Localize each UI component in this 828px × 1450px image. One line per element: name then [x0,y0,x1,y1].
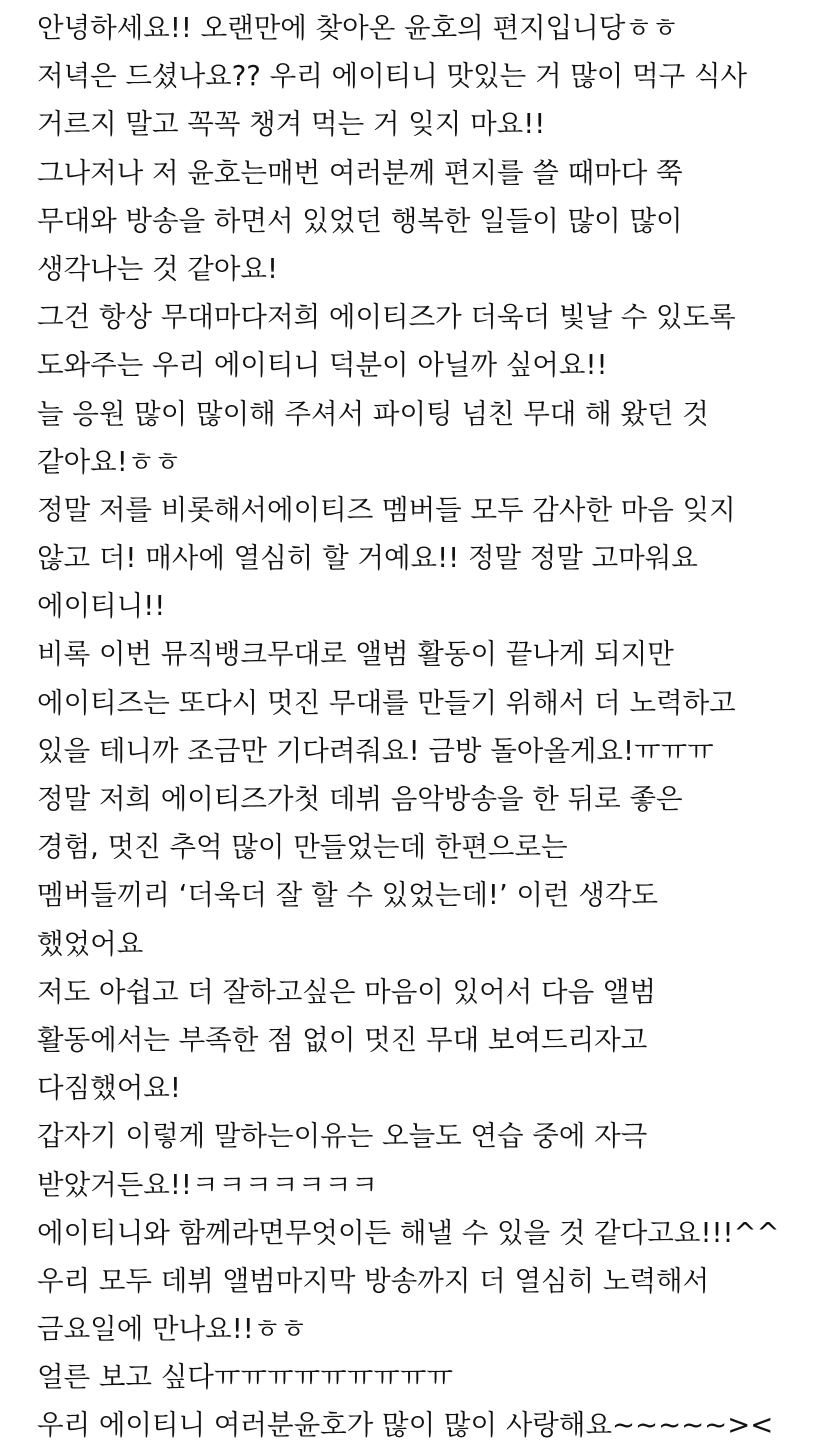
letter-line: 그나저나 저 윤호는매번 여러분께 편지를 쓸 때마다 쭉 [37,156,683,189]
letter-line: 않고 더! 매사에 열심히 할 거예요!! 정말 정말 고마워요 [37,542,698,575]
letter-line: 에이티니와 함께라면무엇이든 해낼 수 있을 것 같다고요!!!^^ [37,1216,780,1249]
letter-line: 생각나는 것 같아요! [37,252,279,285]
letter-line: 그건 항상 무대마다저희 에이티즈가 더욱더 빛날 수 있도록 [37,301,736,334]
letter-line: 멤버들끼리 ‘더욱더 잘 할 수 있었는데!’ 이런 생각도 [37,879,658,912]
letter-line: 우리 에이티니 여러분윤호가 많이 많이 사랑해요~~~~~>< [37,1409,774,1442]
letter-line: 정말 저를 비롯해서에이티즈 멤버들 모두 감사한 마음 잊지 [37,493,736,526]
letter-line: 활동에서는 부족한 점 없이 멋진 무대 보여드리자고 [37,1023,648,1056]
letter-line: 했었어요 [37,927,144,960]
letter-line: 갑자기 이렇게 말하는이유는 오늘도 연습 중에 자극 [37,1120,648,1153]
letter-line: 늘 응원 많이 많이해 주셔서 파이팅 넘친 무대 해 왔던 것 [37,397,709,430]
letter-line: 정말 저희 에이티즈가첫 데뷔 음악방송을 한 뒤로 좋은 [37,783,683,815]
letter-line: 같아요!ㅎㅎ [37,445,181,478]
letter-line: 다짐했어요! [37,1072,181,1105]
letter-line: 비록 이번 뮤직뱅크무대로 앨범 활동이 끝나게 되지만 [37,638,674,671]
letter-line: 금요일에 만나요!!ㅎㅎ [37,1313,307,1346]
letter-line: 무대와 방송을 하면서 있었던 행복한 일들이 많이 많이 [37,204,683,237]
letter-line: 경험, 멋진 추억 많이 만들었는데 한편으로는 [37,831,568,864]
letter-line: 저도 아쉽고 더 잘하고싶은 마음이 있어서 다음 앨범 [37,975,657,1008]
letter-line: 얼른 보고 싶다ㅠㅠㅠㅠㅠㅠㅠㅠㅠ [37,1361,453,1394]
letter-line: 저녁은 드셨나요?? 우리 에이티니 맛있는 거 많이 먹구 식사 [37,60,748,93]
letter-line: 거르지 말고 꼭꼭 챙겨 먹는 거 잊지 마요!! [37,108,546,141]
letter-line: 안녕하세요!! 오랜만에 찾아온 윤호의 편지입니당ㅎㅎ [37,12,679,44]
letter-line: 우리 모두 데뷔 앨범마지막 방송까지 더 열심히 노력해서 [37,1264,710,1297]
letter-line: 에이티즈는 또다시 멋진 무대를 만들기 위해서 더 노력하고 [37,686,736,719]
letter-line: 받았거든요!!ㅋㅋㅋㅋㅋㅋㅋ [37,1168,378,1201]
letter-line: 에이티니!! [37,590,166,623]
letter-line: 도와주는 우리 에이티니 덕분이 아닐까 싶어요!! [37,349,608,382]
letter-line: 있을 테니까 조금만 기다려줘요! 금방 돌아올게요!ㅠㅠㅠ [37,734,714,767]
